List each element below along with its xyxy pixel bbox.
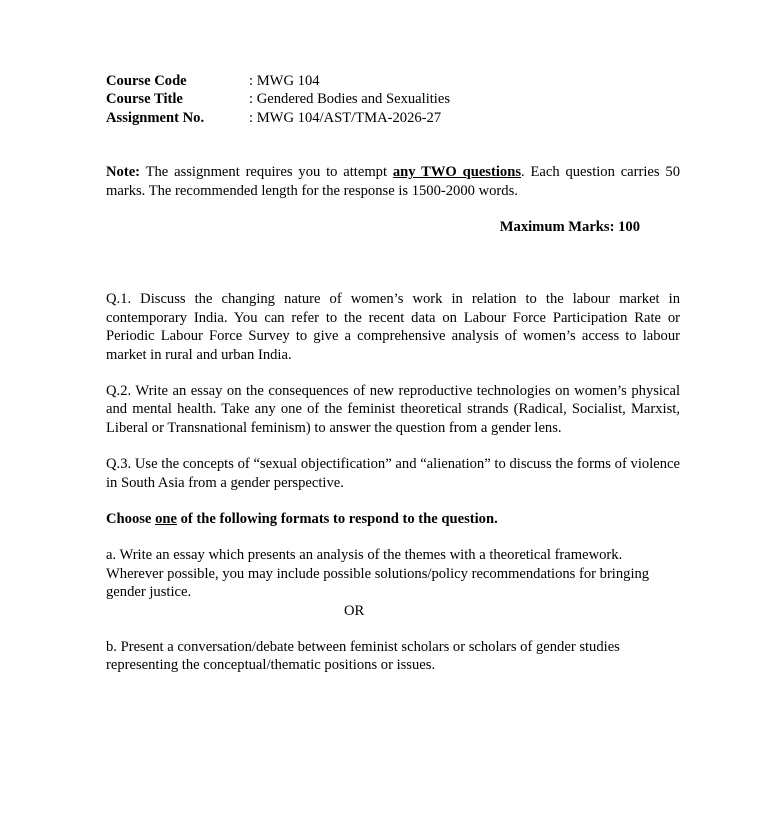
course-code-value: : MWG 104 xyxy=(249,72,320,90)
question-3: Q.3. Use the concepts of “sexual objectification” and “alienation” to discuss the forms of violence in South Asia from a gender perspective. xyxy=(106,456,680,491)
note-emphasis: any TWO questions xyxy=(392,164,521,181)
course-title-value: : Gendered Bodies and Sexualities xyxy=(249,90,450,108)
question-1: Q.1. Discuss the changing nature of women’s work in relation to the labour market in contemporary India. You can refer to the recent data on Labour Force Participation Rate or Periodic Labour Force Survey to give a comprehensive analysis of women’s access to labour market in rural and urban India. xyxy=(106,291,680,363)
course-title-label: Course Title xyxy=(106,91,183,108)
course-info-block xyxy=(106,72,680,127)
assignment-number-label: Assignment No. xyxy=(106,109,205,126)
format-option-a: a. Write an essay which presents an analysis of the themes with a theoretical framework. Wherever possible, you may include possible solutions/policy recommendations for bringing gender justice. xyxy=(106,547,650,601)
course-code-label: Course Code xyxy=(106,73,187,89)
course-title-row xyxy=(106,90,680,108)
note-text-before: The assignment requires you to attempt xyxy=(140,164,393,181)
course-code-row xyxy=(106,72,680,90)
question-2: Q.2. Write an essay on the consequences of new reproductive technologies on women’s physical and mental health. Take any one of the feminist theoretical strands (Radical, Socialist, Marxist, Liberal or Transnational feminism) to answer the question from a gender lens. xyxy=(106,383,680,436)
format-option-b: b. Present a conversation/debate between feminist scholars or scholars of gender studies representing the conceptual/thematic positions or issues. xyxy=(106,639,620,674)
choose-before: Choose xyxy=(106,511,156,528)
or-separator: OR xyxy=(344,602,365,619)
assignment-document xyxy=(106,72,680,675)
assignment-number-value: : MWG 104/AST/TMA-2026-27 xyxy=(249,109,441,127)
note-label: Note: xyxy=(106,164,141,181)
note-paragraph xyxy=(106,163,680,200)
choose-format-instruction xyxy=(106,510,680,528)
maximum-marks: Maximum Marks: 100 xyxy=(499,218,640,235)
assignment-number-row xyxy=(106,109,680,127)
note-text-after: . Each question carries 50 marks. The recommended length for the response is 1500-2000 words. xyxy=(106,164,680,199)
choose-after: of the following formats to respond to the question. xyxy=(176,511,498,528)
choose-underlined: one xyxy=(155,511,177,528)
